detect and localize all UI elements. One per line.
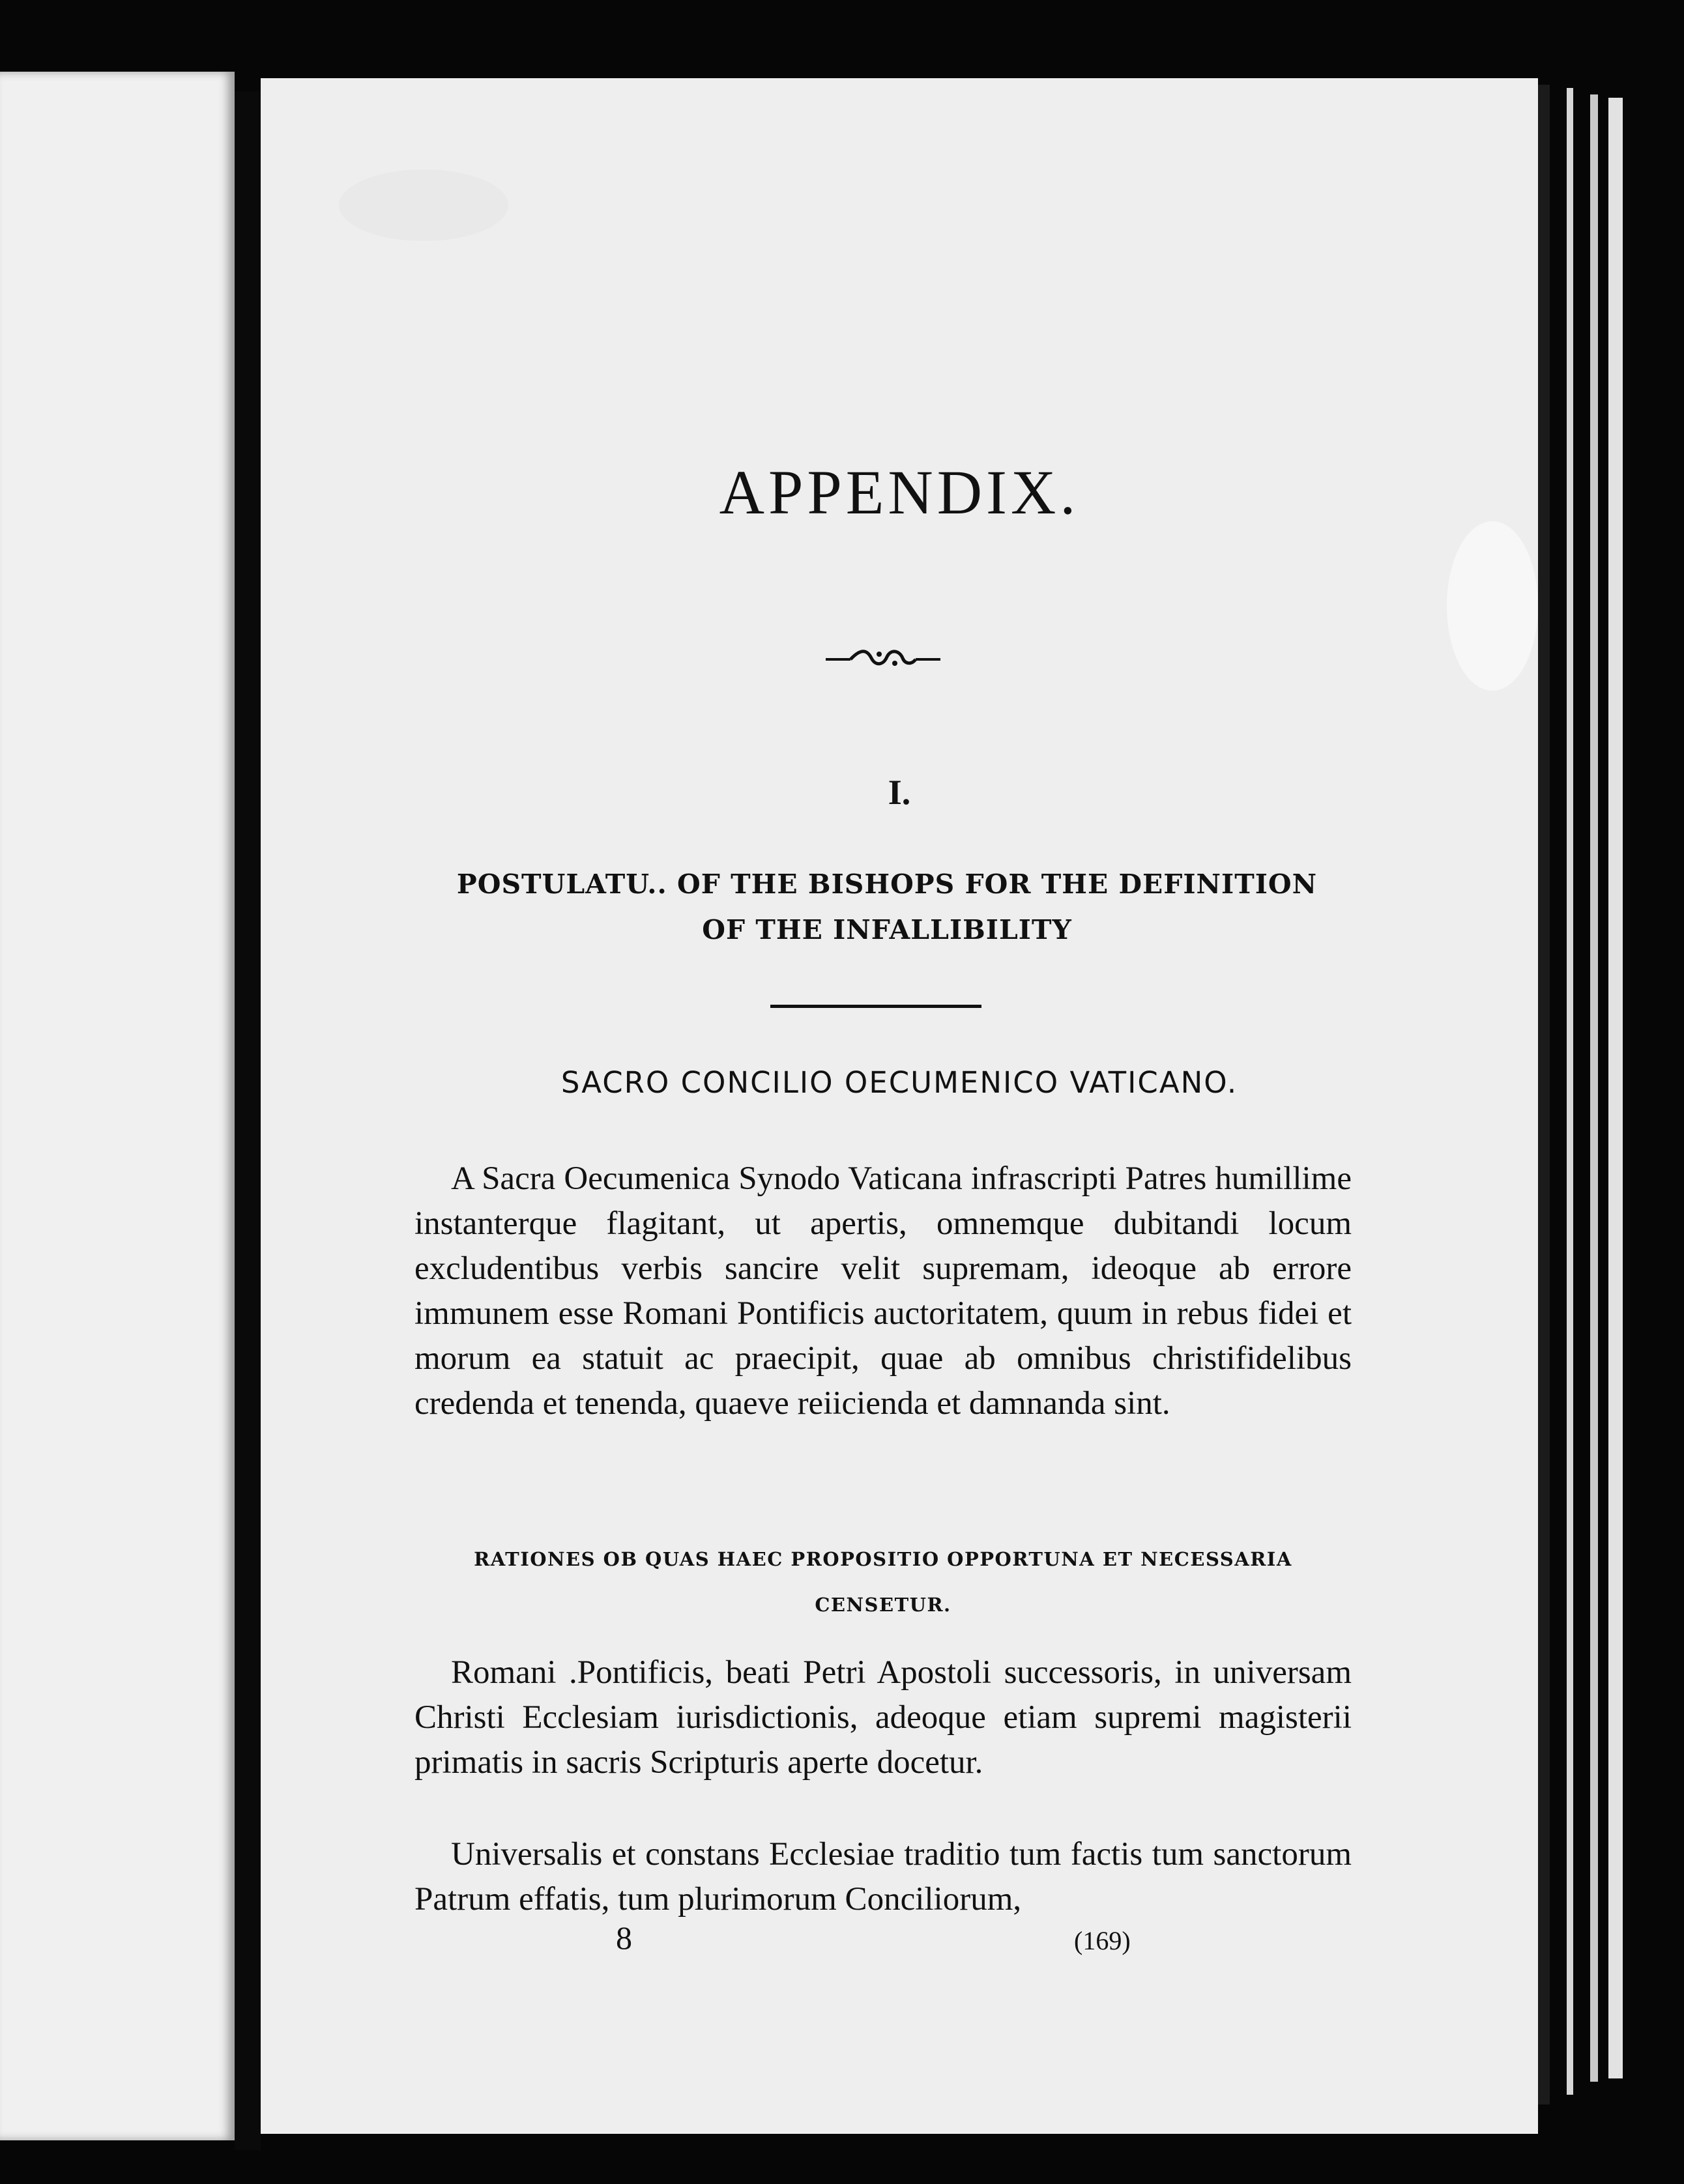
page-edge (1590, 94, 1598, 2082)
horizontal-rule (770, 1005, 981, 1008)
section-number: I. (888, 773, 911, 812)
rationes-heading (414, 1536, 1352, 1628)
book-gutter (235, 91, 261, 2150)
body-paragraph: Romani .Pontificis, beati Petri Apostoli successoris, in universam Christi Ecclesiam iurisdictionis, adeoque etiam supremi magisterii primatis in sacris Scripturis aperte docetur. (414, 1654, 1352, 1781)
paper-stain (339, 169, 508, 241)
ornament-divider (824, 645, 942, 671)
page-number: (169) (1074, 1926, 1131, 1955)
paper-stain (1447, 521, 1538, 691)
signature-mark: 8 (616, 1919, 632, 1956)
subheading: SACRO CONCILIO OECUMENICO VATICANO. (560, 1065, 1238, 1100)
body-paragraph: Universalis et constans Ecclesiae traditio tum factis tum sanctorum Patrum effatis, tum plurimorum Conciliorum, (414, 1836, 1352, 1918)
left-page-edge (0, 72, 235, 2140)
title-line: OF THE INFALLIBILITY (702, 914, 1072, 945)
rationes-line: CENSETUR. (815, 1594, 951, 1616)
page-edge (1608, 98, 1623, 2078)
title-line: POSTULATU.. OF THE BISHOPS FOR THE DEFINITION (456, 869, 1318, 900)
body-paragraph: A Sacra Oecumenica Synodo Vaticana infrascripti Patres humillime instanterque flagitant, ut apertis, omnemque dubitandi locum excludentibus verbis sancire velit supremam, ideoque ab errore immunem esse Romani Pontificis auctoritatem, quum in rebus fidei et morum ea statuit ac praecipit, quae ab omnibus christifidelibus credenda et tenenda, quaeve reiicienda et damnanda sint. (414, 1160, 1352, 1422)
appendix-heading: APPENDIX. (719, 457, 1080, 527)
page-edge (1538, 85, 1550, 2105)
page-edge (1567, 88, 1573, 2095)
book-page (261, 78, 1538, 2134)
rationes-line: RATIONES OB QUAS HAEC PROPOSITIO OPPORTUNA ET NECESSARIA (474, 1548, 1292, 1570)
document-title (414, 861, 1359, 953)
